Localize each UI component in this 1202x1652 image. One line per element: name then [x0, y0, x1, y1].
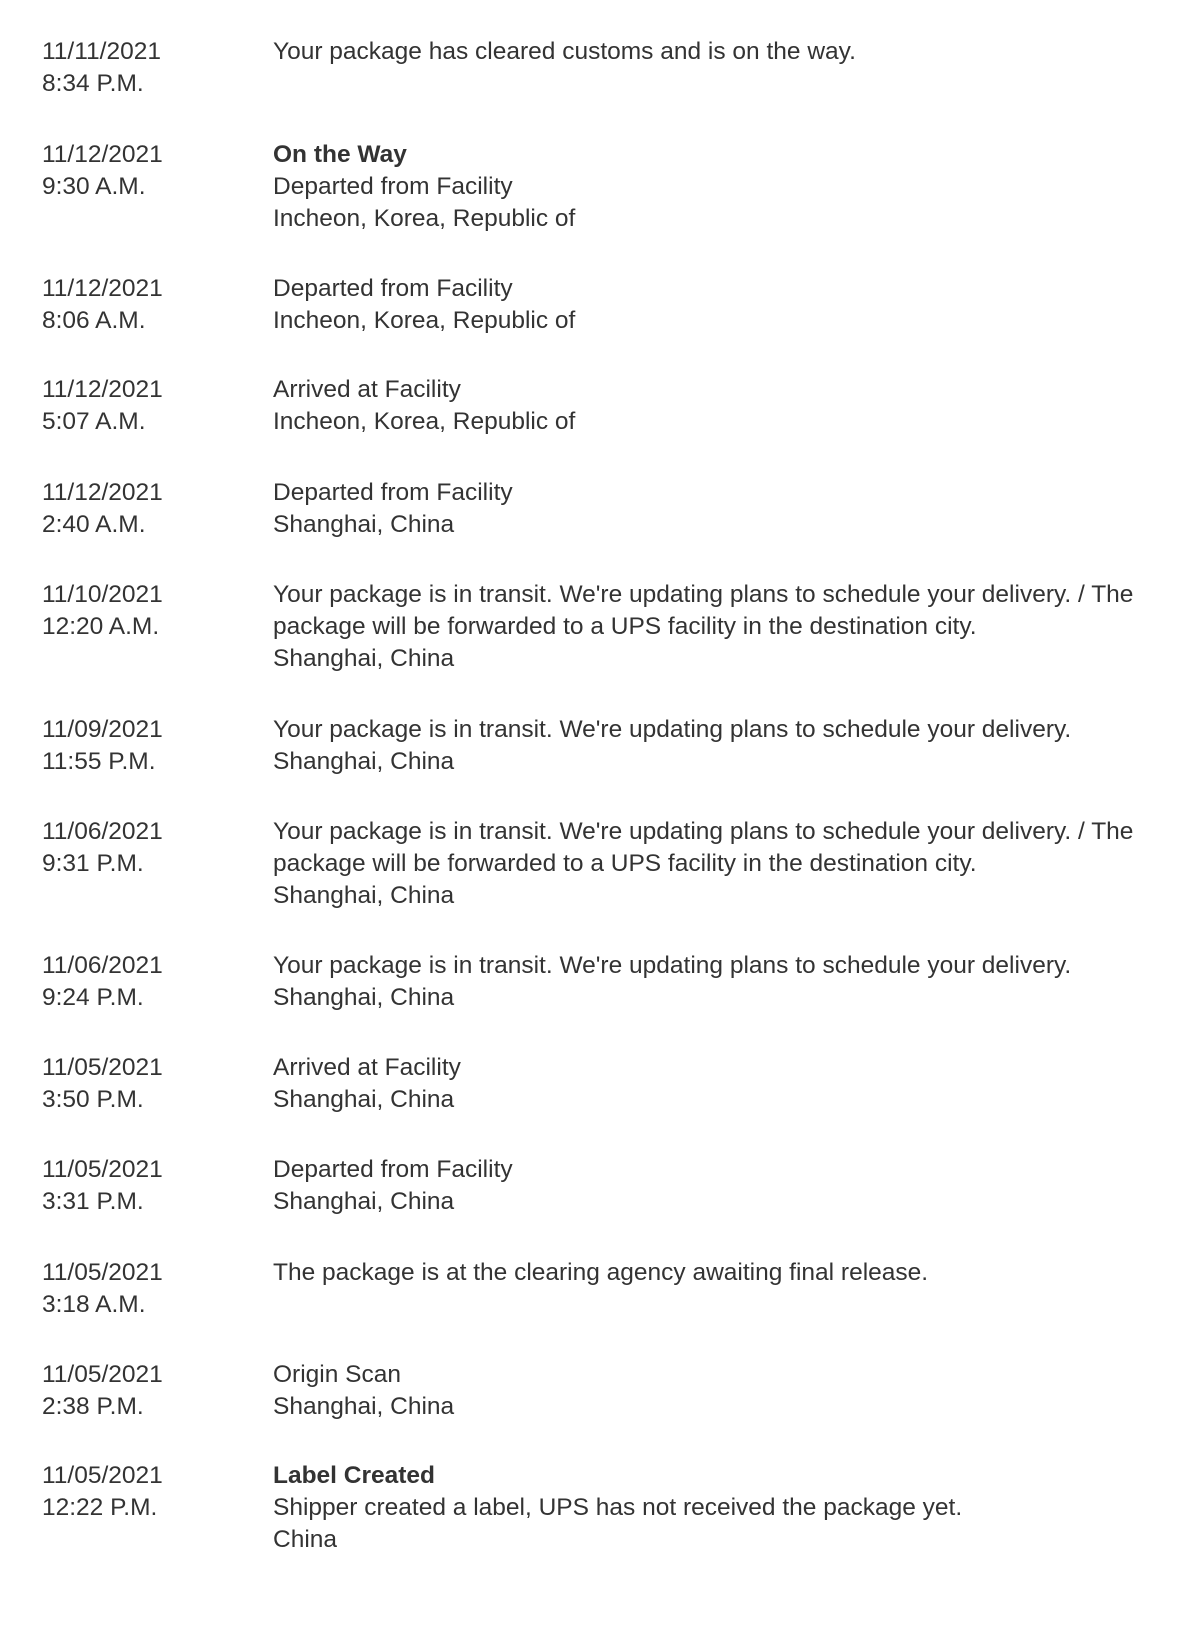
activity-line: Your package is in transit. We're updating plans to schedule your delivery. / The [273, 818, 1134, 845]
activity-details [273, 1460, 1123, 1556]
activity-line: Shanghai, China [273, 882, 455, 909]
activity-time: 3:50 P.M. [42, 1086, 144, 1113]
activity-line: package will be forwarded to a UPS facility in the destination city. [273, 850, 977, 877]
activity-line: Shanghai, China [273, 645, 455, 672]
activity-details [273, 816, 1134, 912]
activity-date: 11/06/2021 [42, 952, 163, 979]
activity-line: Departed from Facility [273, 275, 513, 302]
activity-time: 11:55 P.M. [42, 748, 156, 775]
activity-details [273, 714, 1123, 778]
activity-time: 12:20 A.M. [42, 613, 160, 640]
activity-date: 11/09/2021 [42, 716, 163, 743]
activity-details [273, 1052, 1123, 1116]
activity-details [273, 1154, 1123, 1218]
activity-datetime [42, 579, 252, 643]
activity-time: 8:06 A.M. [42, 307, 146, 334]
activity-status: On the Way [273, 141, 407, 168]
activity-time: 2:40 A.M. [42, 511, 146, 538]
activity-date: 11/05/2021 [42, 1462, 163, 1489]
activity-time: 12:22 P.M. [42, 1494, 158, 1521]
activity-datetime [42, 1257, 252, 1321]
activity-line: Shanghai, China [273, 1188, 455, 1215]
activity-details [273, 1359, 1123, 1423]
activity-line: Incheon, Korea, Republic of [273, 408, 576, 435]
activity-datetime [42, 1359, 252, 1423]
activity-time: 5:07 A.M. [42, 408, 146, 435]
activity-details [273, 1257, 1123, 1289]
activity-datetime [42, 139, 252, 203]
activity-time: 8:34 P.M. [42, 70, 144, 97]
activity-datetime [42, 714, 252, 778]
activity-date: 11/12/2021 [42, 275, 163, 302]
activity-details [273, 139, 1123, 235]
activity-date: 11/05/2021 [42, 1361, 163, 1388]
activity-line: Shipper created a label, UPS has not received the package yet. [273, 1494, 963, 1521]
activity-date: 11/10/2021 [42, 581, 163, 608]
activity-time: 3:31 P.M. [42, 1188, 144, 1215]
activity-line: Origin Scan [273, 1361, 402, 1388]
activity-date: 11/05/2021 [42, 1259, 163, 1286]
activity-time: 9:30 A.M. [42, 173, 146, 200]
activity-line: Departed from Facility [273, 1156, 513, 1183]
activity-line: Arrived at Facility [273, 376, 461, 403]
activity-line: Shanghai, China [273, 748, 455, 775]
activity-date: 11/06/2021 [42, 818, 163, 845]
activity-line: Shanghai, China [273, 1393, 455, 1420]
activity-line: Departed from Facility [273, 173, 513, 200]
activity-datetime [42, 950, 252, 1014]
activity-date: 11/12/2021 [42, 376, 163, 403]
activity-datetime [42, 374, 252, 438]
activity-datetime [42, 1460, 252, 1524]
activity-line: Shanghai, China [273, 1086, 455, 1113]
activity-status: Label Created [273, 1462, 436, 1489]
activity-date: 11/11/2021 [42, 38, 161, 65]
activity-date: 11/12/2021 [42, 141, 163, 168]
activity-time: 2:38 P.M. [42, 1393, 144, 1420]
activity-time: 9:24 P.M. [42, 984, 144, 1011]
activity-line: Departed from Facility [273, 479, 513, 506]
activity-line: Your package is in transit. We're updating plans to schedule your delivery. [273, 716, 1072, 743]
activity-line: China [273, 1526, 338, 1553]
activity-details [273, 374, 1123, 438]
activity-date: 11/05/2021 [42, 1156, 163, 1183]
activity-line: Incheon, Korea, Republic of [273, 307, 576, 334]
activity-time: 3:18 A.M. [42, 1291, 146, 1318]
activity-datetime [42, 36, 252, 100]
activity-line: Arrived at Facility [273, 1054, 461, 1081]
activity-line: The package is at the clearing agency awaiting final release. [273, 1259, 929, 1286]
activity-date: 11/05/2021 [42, 1054, 163, 1081]
activity-line: package will be forwarded to a UPS facility in the destination city. [273, 613, 977, 640]
activity-line: Shanghai, China [273, 511, 455, 538]
activity-details [273, 579, 1134, 675]
activity-details [273, 950, 1123, 1014]
activity-datetime [42, 477, 252, 541]
activity-line: Your package has cleared customs and is on the way. [273, 38, 856, 65]
activity-datetime [42, 273, 252, 337]
activity-date: 11/12/2021 [42, 479, 163, 506]
activity-datetime [42, 816, 252, 880]
activity-datetime [42, 1154, 252, 1218]
activity-details [273, 36, 1123, 68]
activity-details [273, 273, 1123, 337]
activity-line: Your package is in transit. We're updating plans to schedule your delivery. / The [273, 581, 1134, 608]
activity-details [273, 477, 1123, 541]
activity-time: 9:31 P.M. [42, 850, 144, 877]
activity-line: Incheon, Korea, Republic of [273, 205, 576, 232]
activity-datetime [42, 1052, 252, 1116]
activity-line: Shanghai, China [273, 984, 455, 1011]
activity-line: Your package is in transit. We're updating plans to schedule your delivery. [273, 952, 1072, 979]
